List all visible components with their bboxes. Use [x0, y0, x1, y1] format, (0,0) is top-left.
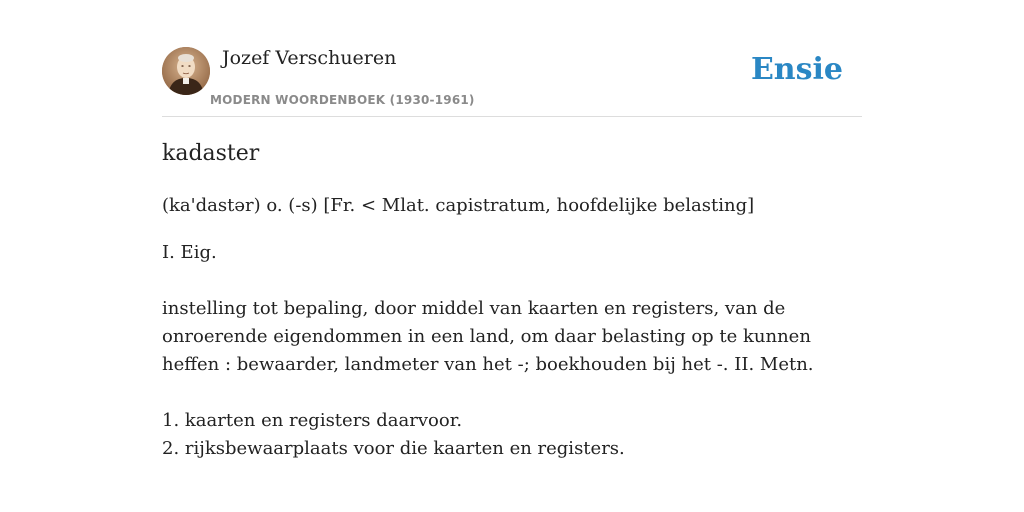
spacer — [162, 267, 862, 295]
etymology: (ka'dastər) o. (-s) [Fr. < Mlat. capistratum, hoofdelijke belasting] — [162, 195, 755, 216]
list-item: 2. rijksbewaarplaats voor die kaarten en registers. — [162, 438, 625, 459]
header — [162, 46, 862, 117]
author-portrait-image — [162, 47, 210, 95]
entry-word: kadaster — [162, 141, 260, 166]
definition: instelling tot bepaling, door middel van kaarten en registers, van de onroerende eigendommen in een land, om daar belasting op te kunnen heffen : bewaarder, landmeter van het -; boekhouden bij het -. II. Metn. — [162, 298, 814, 375]
author-avatar[interactable] — [162, 47, 210, 95]
sense-heading: I. Eig. — [162, 242, 217, 263]
ensie-logo[interactable]: Ensie — [750, 52, 843, 87]
author-name[interactable]: Jozef Verschueren — [222, 47, 397, 69]
dictionary-source[interactable]: MODERN WOORDENBOEK (1930-1961) — [210, 93, 475, 107]
list-item: 1. kaarten en registers daarvoor. — [162, 410, 463, 431]
entry-body — [162, 192, 862, 463]
spacer — [162, 379, 862, 407]
